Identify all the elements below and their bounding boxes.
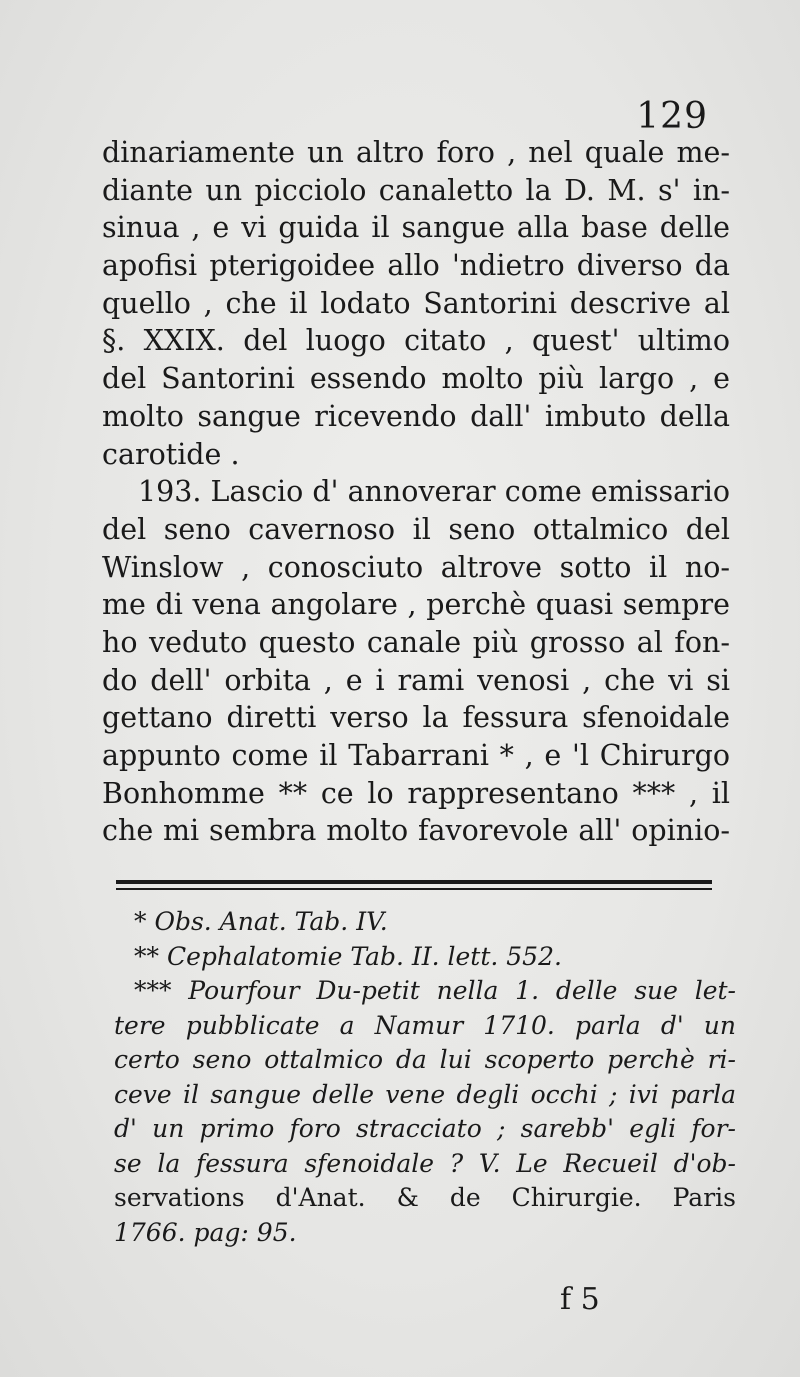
body-line: ho veduto questo canale più grosso al fon- — [102, 625, 730, 659]
body-line: gettano diretti verso la fessura sfenoidale — [102, 701, 730, 735]
divider-thick-line — [116, 880, 712, 884]
footnote: ** Cephalatomie Tab. II. lett. 552. — [134, 941, 562, 971]
body-line: carotide . — [102, 437, 240, 471]
body-line: dinariamente un altro foro , nel quale me- — [102, 136, 730, 169]
body-line: apofisi pterigoidee allo 'ndietro diverso da — [102, 249, 730, 283]
body-line: me di vena angolare , perchè quasi sempre — [102, 588, 730, 622]
paragraph-start: 193. Lascio d' annoverar come emissario — [138, 475, 730, 509]
body-line: Winslow , conosciuto altrove sotto il no- — [102, 550, 730, 584]
footnote: * Obs. Anat. Tab. IV. — [134, 907, 388, 936]
body-line: do dell' orbita , e i rami venosi , che vi si — [102, 663, 730, 697]
body-line: che mi sembra molto favorevole all' opinio- — [102, 814, 730, 848]
footnote-continuation: se la fessura sfenoidale ? V. Le Recueil d'ob- — [114, 1148, 736, 1178]
body-line: molto sangue ricevendo dall' imbuto della — [102, 399, 730, 433]
body-line: §. XXIX. del luogo citato , quest' ultimo — [102, 324, 730, 358]
footnote: *** Pourfour Du-petit nella 1. delle sue let- — [134, 976, 736, 1005]
footnote-continuation: 1766. pag: 95. — [114, 1217, 297, 1247]
body-line: del Santorini essendo molto più largo , e — [102, 362, 730, 396]
body-line: del seno cavernoso il seno ottalmico del — [102, 512, 730, 546]
footnotes — [114, 905, 736, 1250]
footnote-continuation: servations d'Anat. & de Chirurgie. Paris — [114, 1183, 736, 1212]
body-line: appunto come il Tabarrani * , e 'l Chirurgo — [102, 739, 730, 772]
body-line: quello , che il lodato Santorini descrive al — [102, 286, 730, 320]
body-text — [102, 134, 730, 850]
footnote-continuation: ceve il sangue delle vene degli occhi ; ivi parla — [114, 1079, 736, 1109]
body-line: diante un picciolo canaletto la D. M. s' in- — [102, 173, 730, 207]
body-line: Bonhomme ** ce lo rappresentano *** , il — [102, 776, 730, 810]
body-line: sinua , e vi guida il sangue alla base delle — [102, 211, 730, 245]
page-number: 129 — [636, 96, 708, 137]
footnote-continuation: tere pubblicate a Namur 1710. parla d' un — [114, 1010, 736, 1040]
footnote-continuation: certo seno ottalmico da lui scoperto perchè ri- — [114, 1045, 736, 1074]
divider-thin-line — [116, 888, 712, 890]
footnote-continuation: d' un primo foro stracciato ; sarebb' egli for- — [114, 1114, 736, 1143]
signature-mark: f 5 — [560, 1282, 600, 1317]
footnote-divider — [116, 880, 712, 894]
